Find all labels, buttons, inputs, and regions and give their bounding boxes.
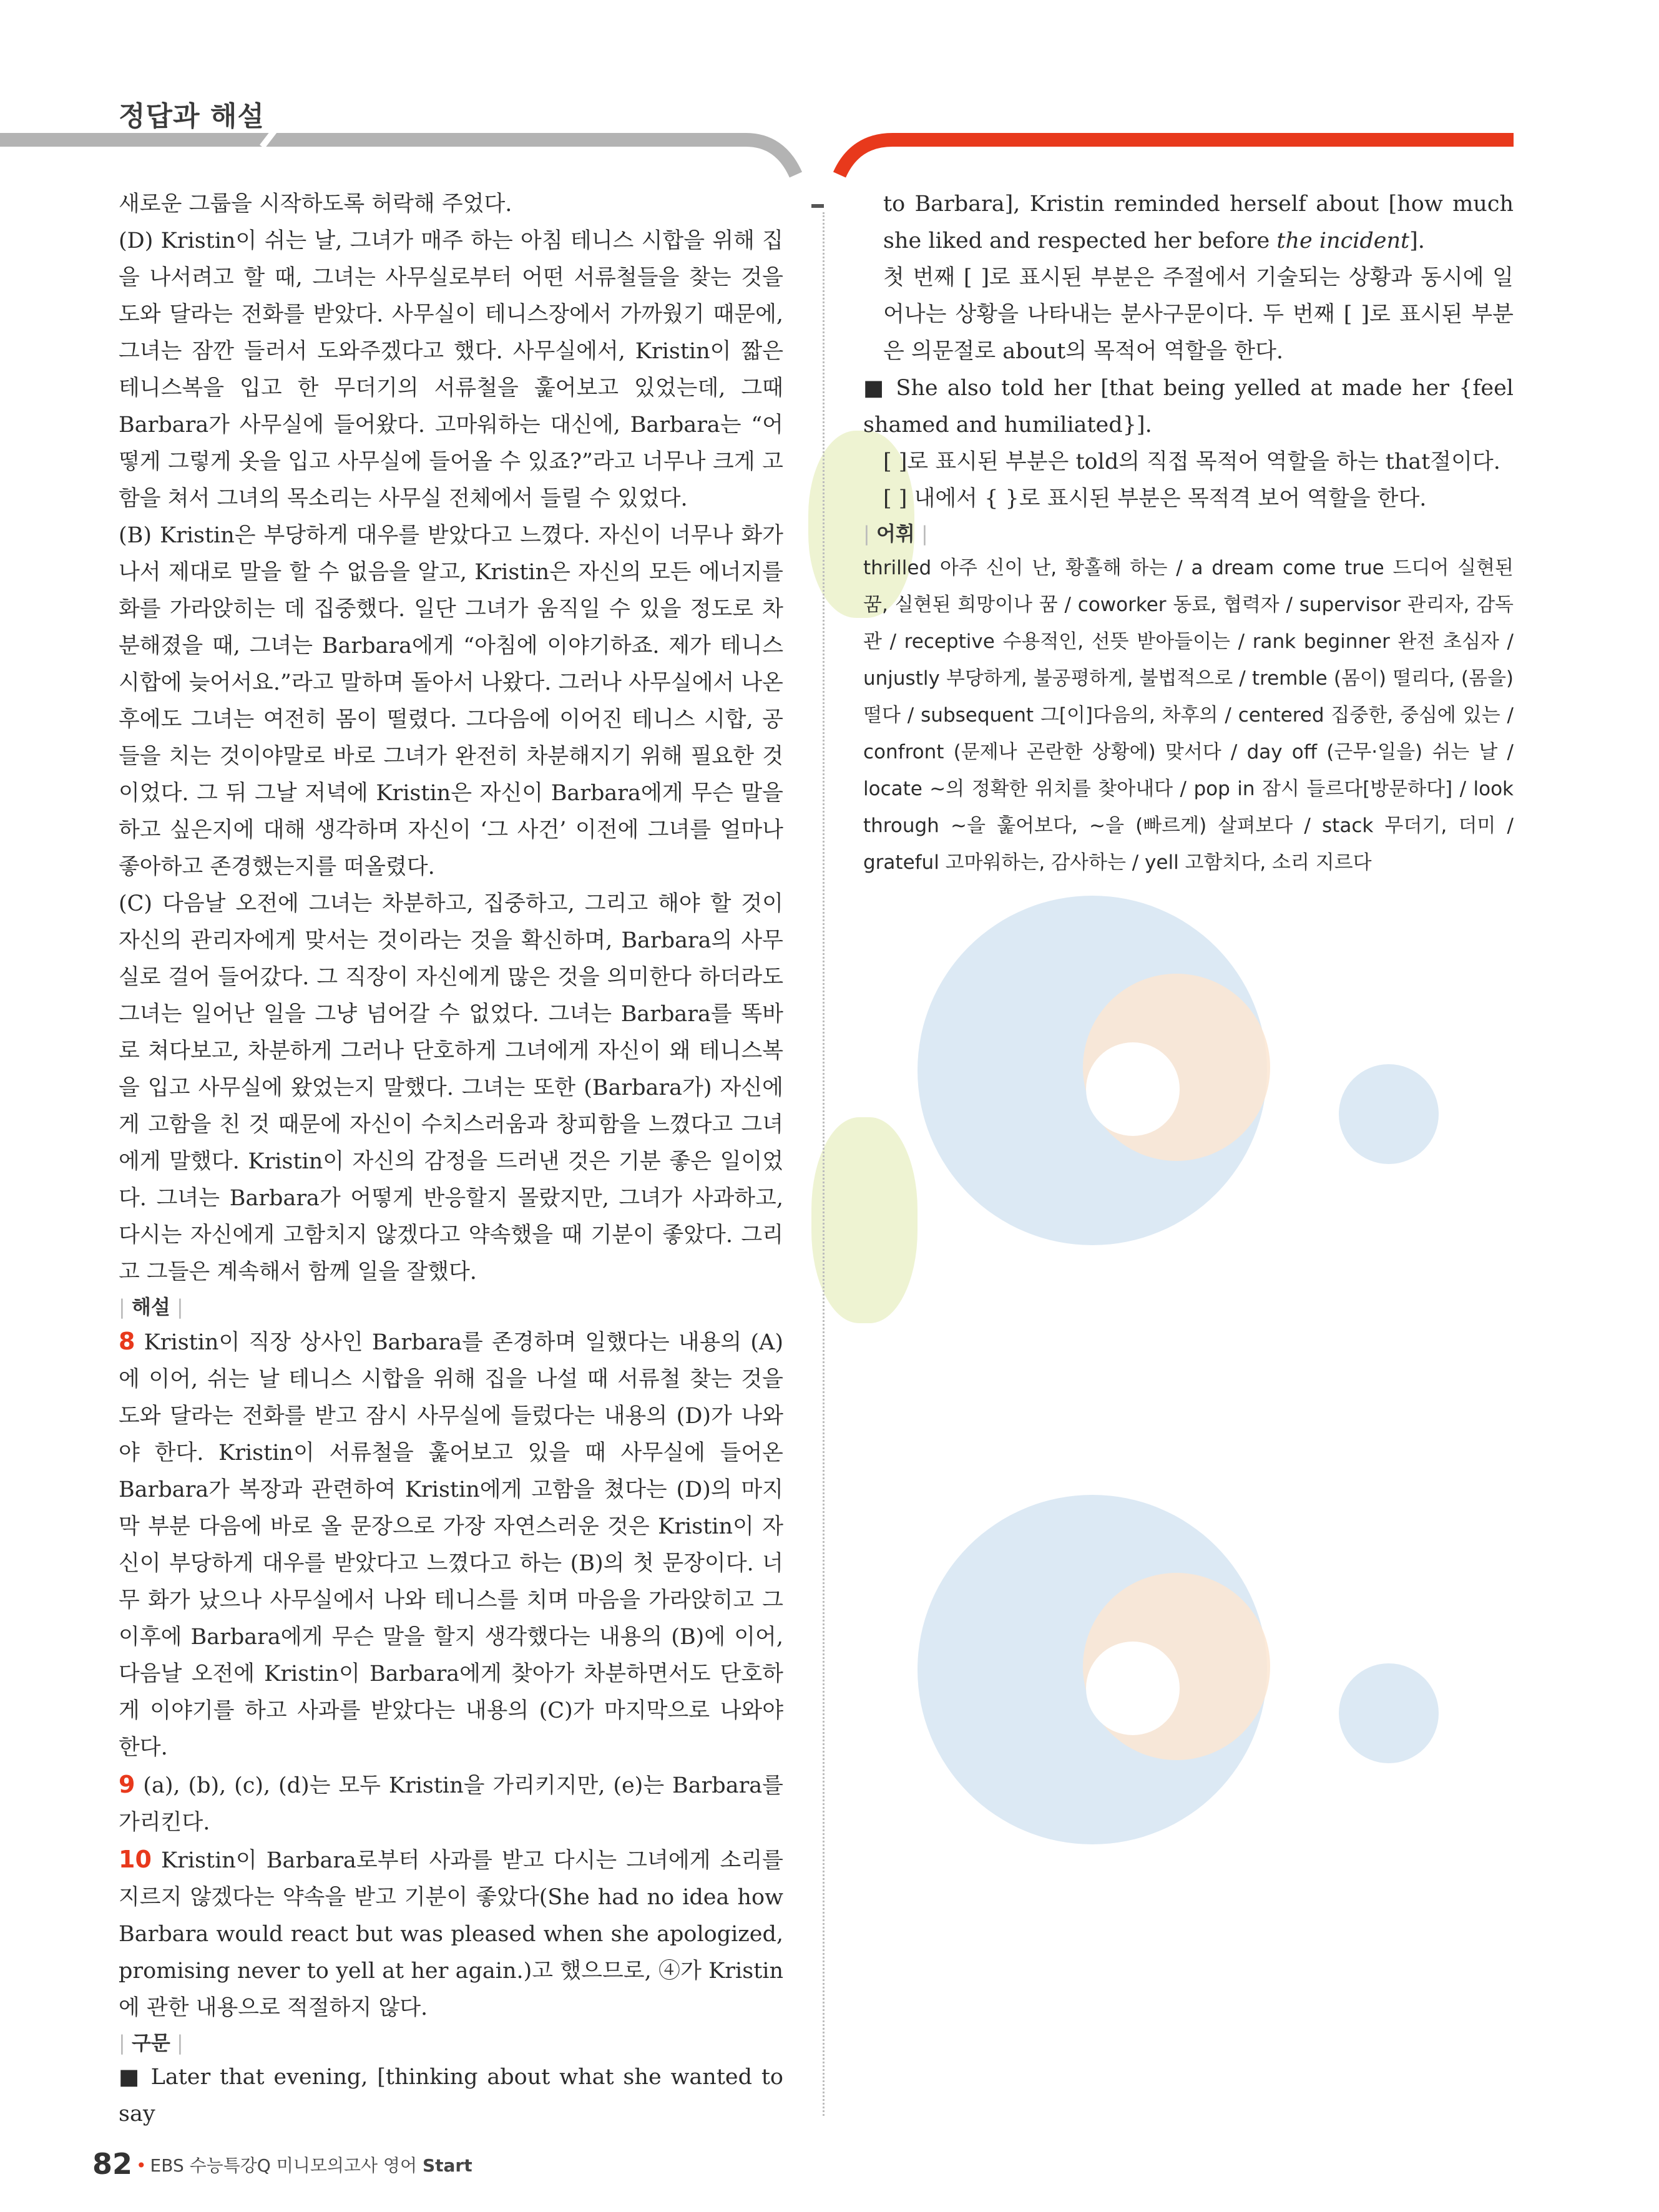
footer-book-title: EBS 수능특강Q 미니모의고사 영어 [150, 2155, 423, 2176]
page-footer [92, 2147, 472, 2181]
page-number: 82 [92, 2147, 133, 2181]
section-label-syntax: | 구문 | [119, 2031, 184, 2055]
question-number-10: 10 [119, 1846, 152, 1873]
syntax-item-2-note-1: [ ]로 표시된 부분은 told의 직접 목적어 역할을 하는 that절이다. [883, 449, 1500, 474]
column-divider [823, 212, 825, 2116]
translation-c: (C) 다음날 오전에 그녀는 차분하고, 집중하고, 그리고 해야 할 것이 자신의 관리자에게 맞서는 것이라는 것을 확신하며, Barbara의 사무실로 걸어 들어갔다. 그 직장이 자신에게 많은 것을 의미한다 하더라도 그녀는 일어난 일을 그냥 넘어갈 수 없었다. 그녀는 Barbara를 똑바로 쳐다보고, 차분하게 그러나 단호하게 그녀에게 자신이 왜 테니스복을 입고 사무실에 왔었는지 말했다. 그녀는 또한 (Barbara가) 자신에게 고함을 친 것 때문에 자신이 수치스러움과 창피함을 느꼈다고 그녀에게 말했다. Kristin이 자신의 감정을 드러낸 것은 기분 좋은 일이었다. 그녀는 Barbara가 어떻게 반응할지 몰랐지만, 그녀가 사과하고, 다시는 자신에게 고함치지 않겠다고 약속했을 때 기분이 좋았다. 그리고 그들은 계속해서 함께 일을 잘했다. [119, 891, 783, 1285]
bullet-icon: • [136, 2155, 147, 2176]
translation-a-end: 새로운 그룹을 시작하도록 허락해 주었다. [119, 192, 512, 217]
page-header-title: 정답과 해설 [119, 100, 265, 132]
question-number-9: 9 [119, 1771, 135, 1798]
watermark-white-circle-lower [1086, 1642, 1180, 1735]
syntax-item-1-note: 첫 번째 [ ]로 표시된 부분은 주절에서 기술되는 상황과 동시에 일어나는 상황을 나타내는 분사구문이다. 두 번째 [ ]로 표시된 부분은 의문절로 about의 목적어 역할을 한다. [883, 265, 1514, 364]
explanation-8-text: Kristin이 직장 상사인 Barbara를 존경하며 일했다는 내용의 (A)에 이어, 쉬는 날 테니스 시합을 위해 집을 나설 때 서류철 찾는 것을 도와 달라는 전화를 받고 잠시 사무실에 들렀다는 내용의 (D)가 나와야 한다. Kristin이 서류철을 훑어보고 있을 때 사무실에 들어온 Barbara가 복장과 관련하여 Kristin에게 고함을 쳤다는 (D)의 마지막 부분 다음에 바로 올 문장으로 가장 자연스러운 것은 Kristin이 자신이 부당하게 대우를 받았다고 느꼈다고 하는 (B)의 첫 문장이다. 너무 화가 났으나 사무실에서 나와 테니스를 치며 마음을 가라앉히고 그 이후에 Barbara에게 무슨 말을 할지 생각했다는 내용의 (B)에 이어, 다음날 오전에 Kristin이 Barbara에게 찾아가 차분하면서도 단호하게 이야기를 하고 사과를 받았다는 내용의 (C)가 마지막으로 나와야 한다. [119, 1330, 783, 1760]
translation-d: (D) Kristin이 쉬는 날, 그녀가 매주 하는 아침 테니스 시합을 위해 집을 나서려고 할 때, 그녀는 사무실로부터 어떤 서류철들을 찾는 것을 도와 달라는 전화를 받았다. 사무실이 테니스장에서 가까웠기 때문에, 그녀는 잠깐 들러서 도와주겠다고 했다. 사무실에서, Kristin이 짧은 테니스복을 입고 한 무더기의 서류철을 훑어보고 있었는데, 그때 Barbara가 사무실에 들어왔다. 고마워하는 대신에, Barbara는 “어떻게 그렇게 옷을 입고 사무실에 들어올 수 있죠?”라고 너무나 크게 고함을 쳐서 그녀의 목소리는 사무실 전체에서 들릴 수 있었다. [119, 228, 783, 511]
section-label-vocabulary: | 어휘 | [863, 522, 928, 546]
syntax-item-1-start: ■ Later that evening, [thinking about what she wanted to say [119, 2065, 783, 2126]
syntax-item-2-note-2: [ ] 내에서 { }로 표시된 부분은 목적격 보어 역할을 한다. [883, 486, 1427, 511]
translation-b: (B) Kristin은 부당하게 대우를 받았다고 느꼈다. 자신이 너무나 화가 나서 제대로 말을 할 수 없음을 알고, Kristin은 자신의 모든 에너지를 화를 가라앉히는 데 집중했다. 일단 그녀가 움직일 수 있을 정도로 차분해졌을 때, 그녀는 Barbara에게 “아침에 이야기하죠. 제가 테니스 시합에 늦어서요.”라고 말하며 돌아서 나왔다. 그러나 사무실에서 나온 후에도 그녀는 여전히 몸이 떨렸다. 그다음에 이어진 테니스 시합, 공들을 치는 것이야말로 바로 그녀가 완전히 차분해지기 위해 필요한 것이었다. 그 뒤 그날 저녁에 Kristin은 자신이 Barbara에게 무슨 말을 하고 싶은지에 대해 생각하며 자신이 ‘그 사건’ 이전에 그녀를 얼마나 좋아하고 존경했는지를 떠올렸다. [119, 523, 783, 879]
syntax-item-2: ■ She also told her [that being yelled at made her {feel shamed and humiliated}]. [863, 376, 1514, 438]
explanation-8 [119, 1323, 783, 1766]
explanation-10 [119, 1841, 783, 2027]
watermark-white-circle [1086, 1042, 1180, 1136]
explanation-9 [119, 1766, 783, 1841]
section-label-explanation: | 해설 | [119, 1295, 184, 1319]
watermark-blue-dot-lower [1339, 1663, 1439, 1763]
watermark-yellow-blob-lower [811, 1117, 918, 1323]
explanation-9-text: (a), (b), (c), (d)는 모두 Kristin을 가리키지만, (e)는 Barbara를 가리킨다. [119, 1773, 783, 1835]
watermark-blue-dot [1339, 1064, 1439, 1164]
syntax-item-1-continued: to Barbara], Kristin reminded herself about [how much she liked and respected her before the incident]. [883, 192, 1514, 253]
question-number-8: 8 [119, 1328, 135, 1355]
left-column [119, 186, 783, 2133]
right-column [863, 186, 1514, 881]
footer-book-level: Start [422, 2155, 472, 2176]
explanation-10-text: Kristin이 Barbara로부터 사과를 받고 다시는 그녀에게 소리를 지르지 않겠다는 약속을 받고 기분이 좋았다(She had no idea how Barbara would react but was pleased when she apologized, promising never to yell at her again.)고 했으므로, ④가 Kristin에 관한 내용으로 적절하지 않다. [119, 1848, 783, 2020]
vocabulary-list: thrilled 아주 신이 난, 황홀해 하는 / a dream come true 드디어 실현된 꿈, 실현된 희망이나 꿈 / coworker 동료, 협력자 / supervisor 관리자, 감독관 / receptive 수용적인, 선뜻 받아들이는 / rank beginner 완전 초심자 / unjustly 부당하게, 불공평하게, 불법적으로 / tremble (몸이) 떨리다, (몸을) 떨다 / subsequent 그[이]다음의, 차후의 / centered 집중한, 중심에 있는 / confront (문제나 곤란한 상황에) 맞서다 / day off (근무·일을) 쉬는 날 / locate ~의 정확한 위치를 찾아내다 / pop in 잠시 들르다[방문하다] / look through ~을 훑어보다, ~을 (빠르게) 살펴보다 / stack 무더기, 더미 / grateful 고마워하는, 감사하는 / yell 고함치다, 소리 지르다 [863, 557, 1514, 874]
